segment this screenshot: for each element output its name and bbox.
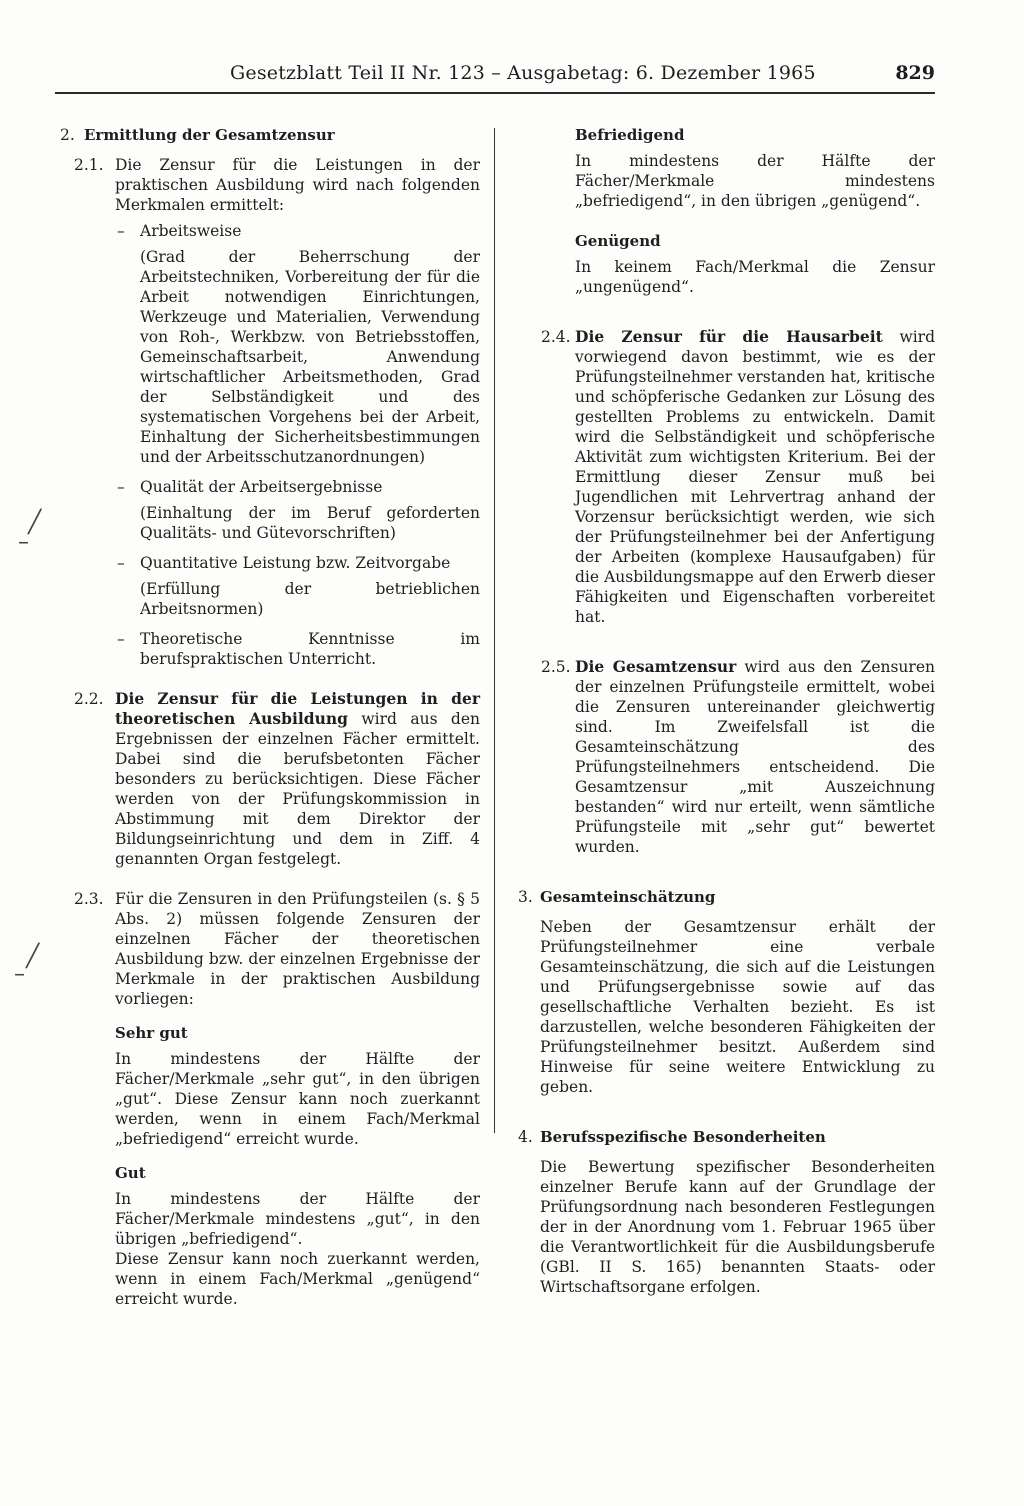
- paragraph-number: 2.4.: [541, 328, 571, 346]
- margin-check-mark: ╱: [28, 510, 42, 535]
- paragraph-number: 2.1.: [74, 156, 104, 174]
- grade-text: In mindestens der Hälfte der Fächer/Merkmale mindestens „gut“, in den übrigen „befriedigend“.: [115, 1190, 480, 1248]
- paragraph-number: 2.3.: [74, 890, 104, 908]
- paragraph-2-5: [515, 657, 935, 857]
- paragraph-number: 2.2.: [74, 690, 104, 708]
- list-dash: –: [117, 554, 125, 572]
- grade-text: Diese Zensur kann noch zuerkannt werden, wenn in einem Fach/Merkmal „genügend“ erreicht wurde.: [115, 1250, 480, 1308]
- list-item-detail: (Einhaltung der im Beruf geforderten Qualitäts- und Gütevorschriften): [140, 504, 480, 542]
- section-3-heading: [515, 887, 935, 907]
- list-item-label: Arbeitsweise: [140, 222, 242, 240]
- section-title: Berufsspezifische Besonderheiten: [540, 1128, 826, 1146]
- section-number: 2.: [60, 126, 75, 144]
- section-4-text: Die Bewertung spezifischer Besonderheiten einzelner Berufe kann auf der Grundlage der Prüfungsordnung nach besonderen Festlegungen der in der Anordnung vom 1. Februar 1965 über die Verantwortlichkeit für die Ausbildungsberufe (GBl. II S. 165) benannten Staats- oder Wirtschaftsorgane erfolgen.: [540, 1158, 935, 1296]
- paragraph-bold-lead: Die Zensur für die Leistungen in der theoretischen Ausbildung: [115, 689, 480, 728]
- paragraph-number: 2.5.: [541, 658, 571, 676]
- header-title: Gesetzblatt Teil II Nr. 123 – Ausgabetag: 6. Dezember 1965: [230, 62, 816, 84]
- list-item-label: Quantitative Leistung bzw. Zeitvorgabe: [140, 554, 451, 572]
- list-item: [60, 553, 480, 573]
- list-dash: –: [117, 222, 125, 240]
- section-number: 3.: [518, 888, 533, 906]
- page-number: 829: [895, 62, 935, 84]
- grade-text: In mindestens der Hälfte der Fächer/Merkmale „sehr gut“, in den übrigen „gut“. Diese Zensur kann noch zuerkannt werden, wenn in einem Fach/Merkmal „befriedigend“ erreicht wurde.: [115, 1050, 480, 1148]
- section-title: Gesamteinschätzung: [540, 888, 716, 906]
- paragraph-bold-lead: Die Gesamtzensur: [575, 657, 737, 676]
- list-dash: –: [117, 630, 125, 648]
- list-dash: –: [117, 478, 125, 496]
- list-item-label: Qualität der Arbeitsergebnisse: [140, 478, 383, 496]
- right-column: [515, 125, 935, 1297]
- grade-text: In keinem Fach/Merkmal die Zensur „ungenügend“.: [575, 258, 935, 296]
- list-item: [60, 629, 480, 669]
- page-header: [55, 62, 935, 94]
- paragraph-text: [115, 689, 480, 869]
- margin-dash-mark: –: [14, 962, 25, 987]
- list-item: [60, 477, 480, 497]
- list-item-detail: (Grad der Beherrschung der Arbeitstechniken, Vorbereitung der für die Arbeit notwendigen Einrichtungen, Werkzeuge und Materialien, Verwendung von Roh-, Werkbzw. von Betriebsstoffen, Gemeinschaftsarbeit, Anwendung wirtschaftlicher Arbeitsmethoden, Grad der Selbständigkeit und des systematischen Vorgehens bei der Arbeit, Einhaltung der Sicherheitsbestimmungen und der Arbeitsschutzanordnungen): [140, 248, 480, 466]
- paragraph-text: [575, 327, 935, 627]
- paragraph-2-2: [60, 689, 480, 869]
- grade-sehr-gut: [60, 1023, 480, 1149]
- paragraph-text: Für die Zensuren in den Prüfungsteilen (s. § 5 Abs. 2) müssen folgende Zensuren der einzelnen Fächer der theoretischen Ausbildung bzw. der einzelnen Ergebnisse der Merkmale in der praktischen Ausbildung vorliegen:: [115, 890, 480, 1008]
- section-4-heading: [515, 1127, 935, 1147]
- grade-title: Genügend: [575, 232, 661, 250]
- paragraph-2-3: [60, 889, 480, 1009]
- left-column: [60, 125, 480, 1309]
- list-item-label: Theoretische Kenntnisse im berufspraktischen Unterricht.: [140, 630, 480, 668]
- paragraph-rest: wird aus den Ergebnissen der einzelnen Fächer ermittelt. Dabei sind die berufsbetonten Fächer besonders zu berücksichtigen. Diese Fächer werden von der Prüfungskommission in Abstimmung mit dem Direktor der Bildungseinrichtung und dem in Ziff. 4 genannten Organ festgelegt.: [115, 710, 481, 868]
- section-title: Ermittlung der Gesamtzensur: [84, 126, 335, 144]
- paragraph-rest: wird vorwiegend davon bestimmt, wie es der Prüfungsteilnehmer verstanden hat, kritische und schöpferische Gedanken zur Lösung des gestellten Problems zu entwickeln. Damit wird die Selbständigkeit und schöpferische Aktivität zum wichtigsten Kriterium. Bei der Ermittlung dieser Zensur muß bei Jugendlichen mit Lehrvertrag anhand der Vorzensur berücksichtigt werden, wie sich der Prüfungsteilnehmer bei der Anfertigung der Arbeiten (komplexe Hausaufgaben) für die Ausbildungsmappe auf den Erwerb dieser Fähigkeiten und Eigenschaften vorbereitet hat.: [575, 328, 936, 626]
- grade-title: Gut: [115, 1164, 146, 1182]
- paragraph-2-1: [60, 155, 480, 215]
- list-item: [60, 221, 480, 241]
- grade-befriedigend: [515, 125, 935, 211]
- paragraph-rest: wird aus den Zensuren der einzelnen Prüfungsteile ermittelt, wobei die Zensuren untereinander gleichwertig sind. Im Zweifelsfall ist die Gesamteinschätzung des Prüfungsteilnehmers entscheidend. Die Gesamtzensur „mit Auszeichnung bestanden“ wird nur erteilt, wenn sämtliche Prüfungsteile mit „sehr gut“ bewertet wurden.: [575, 658, 935, 856]
- section-3-text: Neben der Gesamtzensur erhält der Prüfungsteilnehmer eine verbale Gesamteinschätzung, die sich auf die Leistungen und Prüfungsergebnisse sowie auf das gesellschaftliche Verhalten bezieht. Es ist darzustellen, welche besonderen Fähigkeiten der Prüfungsteilnehmer besitzt. Außerdem sind Hinweise für seine weitere Entwicklung zu geben.: [540, 918, 935, 1096]
- list-item-detail: (Erfüllung der betrieblichen Arbeitsnormen): [140, 580, 480, 618]
- margin-dash-mark: –: [18, 530, 29, 555]
- column-divider: [494, 128, 495, 1133]
- section-number: 4.: [518, 1128, 533, 1146]
- grade-text: In mindestens der Hälfte der Fächer/Merkmale mindestens „befriedigend“, in den übrigen „genügend“.: [575, 152, 935, 210]
- grade-gut: [60, 1163, 480, 1309]
- paragraph-2-4: [515, 327, 935, 627]
- paragraph-text: [575, 657, 935, 857]
- grade-title: Befriedigend: [575, 126, 685, 144]
- paragraph-text: Die Zensur für die Leistungen in der praktischen Ausbildung wird nach folgenden Merkmalen ermittelt:: [115, 156, 480, 214]
- margin-check-mark: ╱: [26, 944, 40, 969]
- grade-genuegend: [515, 231, 935, 297]
- grade-title: Sehr gut: [115, 1024, 188, 1042]
- section-2-heading: [60, 125, 480, 145]
- paragraph-bold-lead: Die Zensur für die Hausarbeit: [575, 327, 883, 346]
